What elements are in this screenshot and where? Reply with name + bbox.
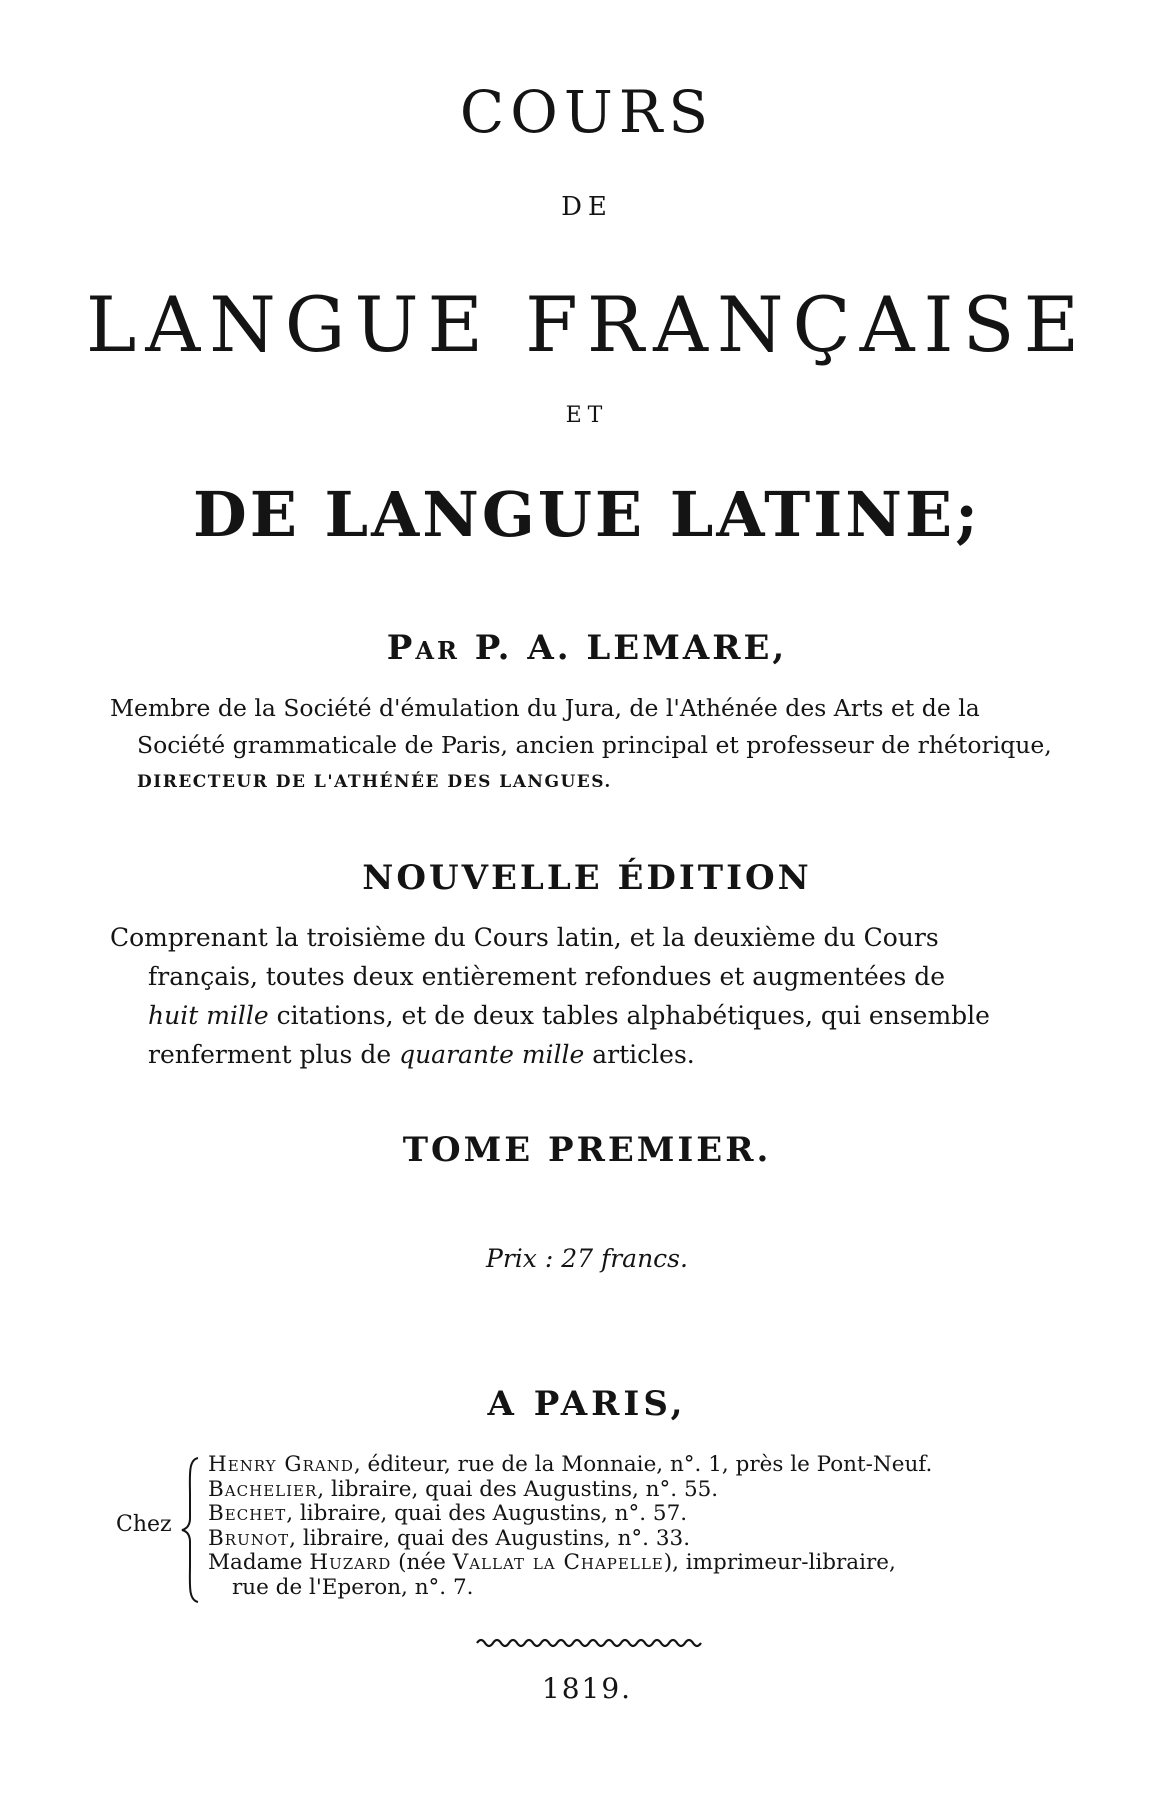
description-line bbox=[110, 996, 1080, 1035]
chez-label: Chez bbox=[116, 1512, 172, 1537]
description-line bbox=[110, 1035, 1080, 1074]
volume-label: TOME PREMIER. bbox=[402, 1130, 772, 1170]
publisher-name: Bechet bbox=[208, 1501, 287, 1526]
publisher-address: , libraire, quai des Augustins, n°. 33. bbox=[289, 1525, 691, 1551]
price-label: Prix : 27 francs. bbox=[486, 1244, 688, 1273]
description-text: renferment plus de bbox=[148, 1040, 400, 1069]
publisher-entry bbox=[208, 1551, 932, 1576]
publisher-address: , libraire, quai des Augustins, n°. 55. bbox=[317, 1476, 719, 1502]
publication-year: 1819. bbox=[541, 1672, 633, 1705]
publisher-name: Bachelier bbox=[208, 1476, 318, 1502]
author-credentials bbox=[110, 690, 1090, 801]
title-langue-latine: DE LANGUE LATINE; bbox=[192, 478, 982, 551]
italic-phrase: quarante mille bbox=[399, 1040, 585, 1069]
publisher-entry-continued: rue de l'Eperon, n°. 7. bbox=[232, 1574, 474, 1600]
ornament-rule-icon bbox=[475, 1636, 703, 1650]
publisher-entry bbox=[208, 1502, 932, 1527]
credentials-line: Société grammaticale de Paris, ancien principal et professeur de rhétorique, bbox=[137, 731, 1052, 759]
publisher-name: Huzard bbox=[309, 1550, 392, 1575]
publishers-list bbox=[208, 1453, 932, 1600]
description-line: français, toutes deux entièrement refondues et augmentées de bbox=[148, 962, 946, 991]
publisher-title: Madame bbox=[208, 1550, 310, 1575]
author-line bbox=[0, 628, 1174, 668]
publisher-address: , éditeur, rue de la Monnaie, n°. 1, près le Pont-Neuf. bbox=[353, 1452, 933, 1477]
publisher-entry bbox=[208, 1453, 932, 1478]
brace-icon bbox=[180, 1456, 202, 1604]
publisher-name: Brunot bbox=[208, 1525, 290, 1551]
title-et: ET bbox=[565, 403, 609, 428]
publisher-note: (née bbox=[391, 1550, 453, 1575]
title-cours: COURS bbox=[459, 78, 715, 146]
publisher-address: ), imprimeur-libraire, bbox=[663, 1550, 896, 1575]
publisher-address: , libraire, quai des Augustins, n°. 57. bbox=[286, 1501, 688, 1526]
publisher-entry bbox=[208, 1527, 932, 1552]
italic-phrase: huit mille bbox=[148, 1001, 269, 1030]
credentials-line: Membre de la Société d'émulation du Jura, de l'Athénée des Arts et de la bbox=[110, 694, 980, 722]
edition-heading: NOUVELLE ÉDITION bbox=[362, 858, 812, 898]
author-prefix: Par bbox=[386, 628, 460, 668]
description-text: articles. bbox=[584, 1040, 695, 1069]
title-de: DE bbox=[561, 192, 613, 222]
publisher-maiden-name: Vallat la Chapelle bbox=[452, 1550, 664, 1575]
publisher-entry bbox=[208, 1478, 932, 1503]
author-name: P. A. LEMARE, bbox=[474, 628, 788, 668]
publisher-name: Henry Grand bbox=[208, 1452, 354, 1477]
description-line: Comprenant la troisième du Cours latin, et la deuxième du Cours bbox=[110, 923, 939, 952]
credentials-line: DIRECTEUR DE L'ATHÉNÉE DES LANGUES. bbox=[137, 772, 612, 792]
description-text: citations, et de deux tables alphabétiques, qui ensemble bbox=[268, 1001, 990, 1030]
title-langue-francaise: LANGUE FRANÇAISE bbox=[85, 280, 1089, 369]
edition-description bbox=[110, 918, 1080, 1074]
place-label: A PARIS, bbox=[487, 1384, 687, 1424]
